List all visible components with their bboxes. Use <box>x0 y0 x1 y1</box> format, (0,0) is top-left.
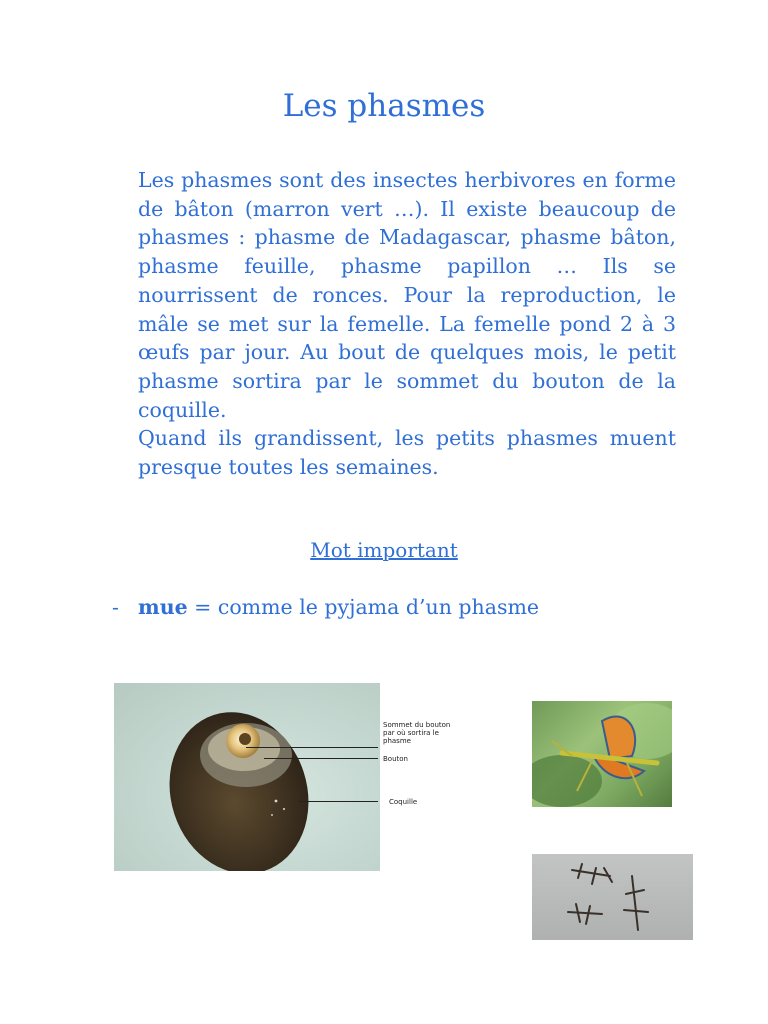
callout-line-top <box>246 747 378 748</box>
vocabulary-definition: = comme le pyjama d’un phasme <box>187 595 540 619</box>
callout-label-middle: Bouton <box>383 755 408 763</box>
callout-line-middle <box>264 758 378 759</box>
callout-label-bottom: Coquille <box>389 798 418 806</box>
paragraph-1: Les phasmes sont des insectes herbivores en forme de bâton (marron vert …). Il existe beaucoup de phasmes : phasme de Madagascar, phasme bâton, phasme feuille, phasme papillon … Ils se nourrissent de ronces. Pour la reproduction, le mâle se met sur la femelle. La femelle pond 2 à 3 œufs par jour. Au bout de quelques mois, le petit phasme sortira par le sommet du bouton de la coquille. <box>138 168 676 422</box>
egg-photo <box>114 683 380 871</box>
important-word-heading: Mot important <box>310 538 458 562</box>
leaf-phasmid-photo <box>532 701 672 807</box>
leaf-phasmid-illustration <box>532 701 672 807</box>
vocabulary-term: mue <box>138 595 188 619</box>
vocabulary-item <box>112 595 539 619</box>
callout-label-top: Sommet du bouton par où sortira le phasme <box>383 721 451 745</box>
stick-insects-illustration <box>532 854 693 940</box>
body-text <box>138 166 676 482</box>
paragraph-2: Quand ils grandissent, les petits phasmes muent presque toutes les semaines. <box>138 426 676 480</box>
stick-insects-photo <box>532 854 693 940</box>
callout-line-bottom <box>299 801 378 802</box>
egg-illustration <box>114 683 380 871</box>
page-title: Les phasmes <box>282 88 486 124</box>
bullet-dash: - <box>112 595 119 619</box>
